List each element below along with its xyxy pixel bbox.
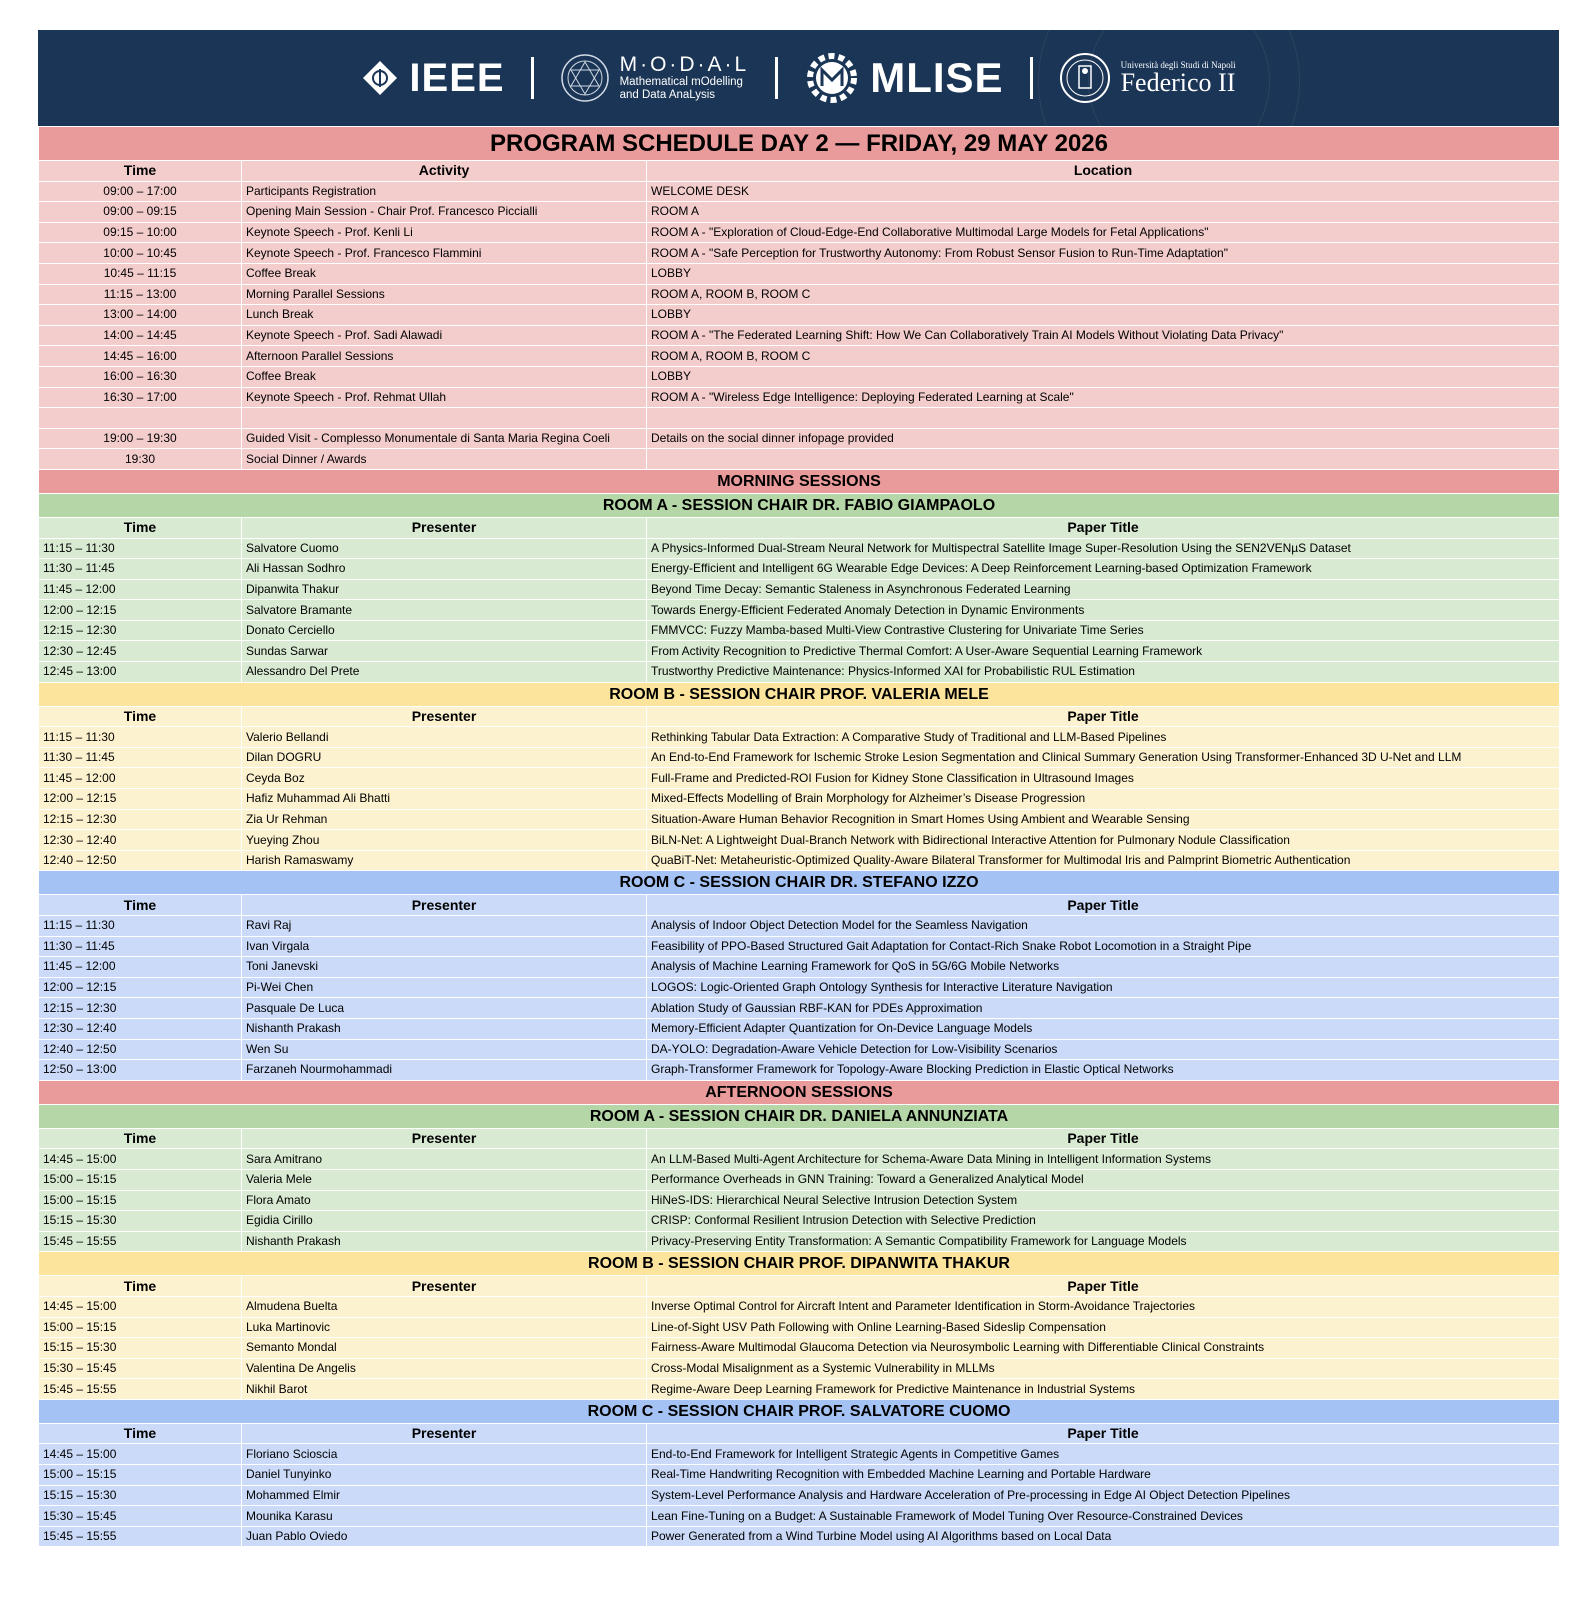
session-presenter: Mohammed Elmir [242,1485,647,1506]
university-name-big: Federico II [1120,68,1236,97]
program-time: 10:45 – 11:15 [39,263,242,284]
session-row [39,727,1560,748]
session-row [39,641,1560,662]
session-row [39,1358,1560,1379]
logo-separator [531,57,534,99]
session-time: 15:00 – 15:15 [39,1465,242,1486]
session-paper-title: CRISP: Conformal Resilient Intrusion Detection with Selective Prediction [647,1211,1560,1232]
col-header-paper-title: Paper Title [647,517,1560,538]
modal-logo [560,53,750,103]
session-row [39,789,1560,810]
program-activity: Participants Registration [242,181,647,202]
session-time: 12:15 – 12:30 [39,809,242,830]
session-time: 11:45 – 12:00 [39,579,242,600]
program-location: LOBBY [647,263,1560,284]
session-paper-title: Rethinking Tabular Data Extraction: A Comparative Study of Traditional and LLM-Based Pipelines [647,727,1560,748]
session-row [39,1018,1560,1039]
program-time: 16:30 – 17:00 [39,387,242,408]
session-row [39,998,1560,1019]
session-time: 12:45 – 13:00 [39,662,242,683]
session-presenter: Wen Su [242,1039,647,1060]
session-presenter: Yueying Zhou [242,830,647,851]
program-activity: Keynote Speech - Prof. Rehmat Ullah [242,387,647,408]
session-presenter: Egidia Cirillo [242,1211,647,1232]
session-paper-title: Beyond Time Decay: Semantic Staleness in Asynchronous Federated Learning [647,579,1560,600]
session-row [39,747,1560,768]
modal-emblem-icon [560,53,610,103]
room-session-title: ROOM B - SESSION CHAIR PROF. VALERIA MELE [39,682,1560,706]
room-session-title: ROOM A - SESSION CHAIR DR. FABIO GIAMPAOLO [39,493,1560,517]
session-paper-title: An End-to-End Framework for Ischemic Stroke Lesion Segmentation and Clinical Summary Generation Using Transformer-Enhanced 3D U-Net and LLM [647,747,1560,768]
period-banner: MORNING SESSIONS [39,469,1560,493]
session-row [39,600,1560,621]
room-title-row [39,682,1560,706]
col-header-presenter: Presenter [242,1276,647,1297]
mlise-wordmark: MLISE [870,54,1004,101]
session-header-row [39,1423,1560,1444]
session-paper-title: DA-YOLO: Degradation-Aware Vehicle Detection for Low-Visibility Scenarios [647,1039,1560,1060]
session-paper-title: BiLN-Net: A Lightweight Dual-Branch Network with Bidirectional Interactive Attention for Pulmonary Nodule Classification [647,830,1560,851]
col-header-activity: Activity [242,161,647,182]
session-paper-title: Power Generated from a Wind Turbine Model using AI Algorithms based on Local Data [647,1526,1560,1547]
session-time: 15:45 – 15:55 [39,1379,242,1400]
session-presenter: Semanto Mondal [242,1338,647,1359]
session-paper-title: End-to-End Framework for Intelligent Strategic Agents in Competitive Games [647,1444,1560,1465]
session-time: 11:15 – 11:30 [39,916,242,937]
program-location: WELCOME DESK [647,181,1560,202]
program-row [39,387,1560,408]
program-activity: Coffee Break [242,263,647,284]
session-paper-title: Analysis of Machine Learning Framework for QoS in 5G/6G Mobile Networks [647,957,1560,978]
room-title-row [39,871,1560,895]
program-row [39,408,1560,429]
session-row [39,559,1560,580]
col-header-time: Time [39,706,242,727]
program-time: 11:15 – 13:00 [39,284,242,305]
session-paper-title: Situation-Aware Human Behavior Recognition in Smart Homes Using Ambient and Wearable Sensing [647,809,1560,830]
col-header-time: Time [39,1276,242,1297]
col-header-presenter: Presenter [242,1128,647,1149]
program-time: 16:00 – 16:30 [39,366,242,387]
session-row [39,1379,1560,1400]
col-header-presenter: Presenter [242,706,647,727]
university-seal-icon [1059,52,1111,104]
session-presenter: Donato Cerciello [242,620,647,641]
program-row [39,346,1560,367]
program-row [39,222,1560,243]
session-row [39,1231,1560,1252]
session-paper-title: System-Level Performance Analysis and Hardware Acceleration of Pre-processing in Edge AI Object Detection Pipelines [647,1485,1560,1506]
session-paper-title: Ablation Study of Gaussian RBF-KAN for PDEs Approximation [647,998,1560,1019]
session-paper-title: FMMVCC: Fuzzy Mamba-based Multi-View Contrastive Clustering for Univariate Time Series [647,620,1560,641]
session-time: 12:40 – 12:50 [39,850,242,871]
col-header-location: Location [647,161,1560,182]
session-time: 12:40 – 12:50 [39,1039,242,1060]
session-header-row [39,706,1560,727]
ieee-wordmark: IEEE [409,55,505,100]
program-row [39,263,1560,284]
session-row [39,1485,1560,1506]
session-row [39,1039,1560,1060]
session-paper-title: QuaBiT-Net: Metaheuristic-Optimized Quality-Aware Bilateral Transformer for Multimodal Iris and Palmprint Biometric Authentication [647,850,1560,871]
session-paper-title: Inverse Optimal Control for Aircraft Intent and Parameter Identification in Storm-Avoidance Trajectories [647,1296,1560,1317]
program-activity: Opening Main Session - Chair Prof. Francesco Piccialli [242,202,647,223]
session-presenter: Valerio Bellandi [242,727,647,748]
session-presenter: Salvatore Cuomo [242,538,647,559]
session-time: 15:45 – 15:55 [39,1231,242,1252]
session-paper-title: Graph-Transformer Framework for Topology-Aware Blocking Prediction in Elastic Optical Networks [647,1060,1560,1081]
session-row [39,662,1560,683]
session-time: 11:45 – 12:00 [39,768,242,789]
program-activity: Social Dinner / Awards [242,449,647,470]
col-header-time: Time [39,1423,242,1444]
session-presenter: Daniel Tunyinko [242,1465,647,1486]
program-title-row [39,127,1560,161]
session-presenter: Sundas Sarwar [242,641,647,662]
session-presenter: Zia Ur Rehman [242,809,647,830]
program-activity: Keynote Speech - Prof. Kenli Li [242,222,647,243]
session-presenter: Alessandro Del Prete [242,662,647,683]
session-paper-title: A Physics-Informed Dual-Stream Neural Network for Multispectral Satellite Image Super-Resolution Using the SEN2VENµS Dataset [647,538,1560,559]
session-row [39,1338,1560,1359]
session-time: 12:15 – 12:30 [39,620,242,641]
session-presenter: Almudena Buelta [242,1296,647,1317]
room-session-title: ROOM C - SESSION CHAIR PROF. SALVATORE CUOMO [39,1399,1560,1423]
session-paper-title: Energy-Efficient and Intelligent 6G Wearable Edge Devices: A Deep Reinforcement Learning-based Optimization Framework [647,559,1560,580]
session-paper-title: Regime-Aware Deep Learning Framework for Predictive Maintenance in Industrial Systems [647,1379,1560,1400]
program-activity: Coffee Break [242,366,647,387]
program-row [39,366,1560,387]
program-time: 09:00 – 09:15 [39,202,242,223]
session-time: 15:00 – 15:15 [39,1317,242,1338]
session-time: 15:00 – 15:15 [39,1169,242,1190]
session-paper-title: An LLM-Based Multi-Agent Architecture for Schema-Aware Data Mining in Intelligent Information Systems [647,1149,1560,1170]
program-time: 09:00 – 17:00 [39,181,242,202]
logo-banner [38,30,1559,126]
session-row [39,1211,1560,1232]
ieee-diamond-icon [361,59,399,97]
room-title-row [39,1399,1560,1423]
program-location: ROOM A - "Exploration of Cloud-Edge-End Collaborative Multimodal Large Models for Fetal Applications" [647,222,1560,243]
col-header-time: Time [39,517,242,538]
session-time: 12:30 – 12:40 [39,830,242,851]
session-presenter: Ali Hassan Sodhro [242,559,647,580]
session-time: 12:15 – 12:30 [39,998,242,1019]
col-header-paper-title: Paper Title [647,895,1560,916]
session-presenter: Ceyda Boz [242,768,647,789]
session-paper-title: HiNeS-IDS: Hierarchical Neural Selective Intrusion Detection System [647,1190,1560,1211]
program-activity: Keynote Speech - Prof. Sadi Alawadi [242,325,647,346]
session-time: 15:30 – 15:45 [39,1358,242,1379]
session-time: 14:45 – 15:00 [39,1444,242,1465]
session-row [39,579,1560,600]
session-paper-title: Mixed-Effects Modelling of Brain Morphology for Alzheimer’s Disease Progression [647,789,1560,810]
session-row [39,768,1560,789]
period-banner-row [39,1080,1560,1104]
session-time: 15:15 – 15:30 [39,1485,242,1506]
session-paper-title: Lean Fine-Tuning on a Budget: A Sustainable Framework of Model Tuning Over Resource-Constrained Devices [647,1506,1560,1527]
session-row [39,1465,1560,1486]
session-header-row [39,895,1560,916]
session-paper-title: Fairness-Aware Multimodal Glaucoma Detection via Neurosymbolic Learning with Differentiable Clinical Constraints [647,1338,1560,1359]
session-header-row [39,1276,1560,1297]
col-header-paper-title: Paper Title [647,1423,1560,1444]
session-row [39,809,1560,830]
program-location: ROOM A - "Safe Perception for Trustworthy Autonomy: From Robust Sensor Fusion to Run-Time Adaptation" [647,243,1560,264]
program-row [39,325,1560,346]
session-time: 11:30 – 11:45 [39,747,242,768]
program-time: 14:45 – 16:00 [39,346,242,367]
program-location: ROOM A - "Wireless Edge Intelligence: Deploying Federated Learning at Scale" [647,387,1560,408]
room-session-title: ROOM A - SESSION CHAIR DR. DANIELA ANNUNZIATA [39,1104,1560,1128]
session-presenter: Dipanwita Thakur [242,579,647,600]
program-row [39,202,1560,223]
room-title-row [39,493,1560,517]
session-time: 12:50 – 13:00 [39,1060,242,1081]
session-paper-title: Feasibility of PPO-Based Structured Gait Adaptation for Contact-Rich Snake Robot Locomotion in a Straight Pipe [647,936,1560,957]
session-presenter: Hafiz Muhammad Ali Bhatti [242,789,647,810]
program-row [39,181,1560,202]
session-row [39,1444,1560,1465]
program-location [647,408,1560,429]
session-row [39,620,1560,641]
program-activity [242,408,647,429]
session-row [39,538,1560,559]
session-paper-title: Cross-Modal Misalignment as a Systemic Vulnerability in MLLMs [647,1358,1560,1379]
session-presenter: Flora Amato [242,1190,647,1211]
session-row [39,1190,1560,1211]
session-paper-title: Real-Time Handwriting Recognition with Embedded Machine Learning and Portable Hardware [647,1465,1560,1486]
program-time: 09:15 – 10:00 [39,222,242,243]
session-time: 12:00 – 12:15 [39,600,242,621]
session-presenter: Pasquale De Luca [242,998,647,1019]
logo-separator [1030,57,1033,99]
session-row [39,830,1560,851]
session-paper-title: Performance Overheads in GNN Training: Toward a Generalized Analytical Model [647,1169,1560,1190]
logo-separator [775,57,778,99]
col-header-paper-title: Paper Title [647,1276,1560,1297]
session-paper-title: Memory-Efficient Adapter Quantization for On-Device Language Models [647,1018,1560,1039]
col-header-paper-title: Paper Title [647,706,1560,727]
session-paper-title: Full-Frame and Predicted-ROI Fusion for Kidney Stone Classification in Ultrasound Images [647,768,1560,789]
session-time: 12:00 – 12:15 [39,977,242,998]
program-activity: Lunch Break [242,305,647,326]
session-time: 11:15 – 11:30 [39,727,242,748]
session-time: 11:45 – 12:00 [39,957,242,978]
session-time: 11:30 – 11:45 [39,559,242,580]
session-time: 11:15 – 11:30 [39,538,242,559]
room-title-row [39,1104,1560,1128]
session-row [39,1149,1560,1170]
session-presenter: Ravi Raj [242,916,647,937]
session-time: 11:30 – 11:45 [39,936,242,957]
session-time: 12:00 – 12:15 [39,789,242,810]
session-time: 15:15 – 15:30 [39,1211,242,1232]
program-location [647,449,1560,470]
period-banner: AFTERNOON SESSIONS [39,1080,1560,1104]
session-paper-title: LOGOS: Logic-Oriented Graph Ontology Synthesis for Interactive Literature Navigation [647,977,1560,998]
col-header-presenter: Presenter [242,1423,647,1444]
session-presenter: Valentina De Angelis [242,1358,647,1379]
room-title-row [39,1252,1560,1276]
program-row [39,305,1560,326]
session-time: 15:15 – 15:30 [39,1338,242,1359]
modal-wordmark: M·O·D·A·L [619,53,750,76]
session-presenter: Floriano Scioscia [242,1444,647,1465]
session-presenter: Valeria Mele [242,1169,647,1190]
program-time: 19:30 [39,449,242,470]
program-header-row [39,161,1560,182]
session-presenter: Nikhil Barot [242,1379,647,1400]
session-paper-title: Towards Energy-Efficient Federated Anomaly Detection in Dynamic Environments [647,600,1560,621]
modal-subtitle-1: Mathematical mOdelling [619,76,743,88]
session-row [39,936,1560,957]
mlise-logo [804,50,1003,106]
program-activity: Keynote Speech - Prof. Francesco Flammini [242,243,647,264]
ieee-logo [361,56,504,101]
session-paper-title: Analysis of Indoor Object Detection Model for the Seamless Navigation [647,916,1560,937]
session-row [39,977,1560,998]
program-row [39,284,1560,305]
program-time: 19:00 – 19:30 [39,428,242,449]
program-time [39,408,242,429]
program-time: 14:00 – 14:45 [39,325,242,346]
session-presenter: Toni Janevski [242,957,647,978]
program-location: ROOM A [647,202,1560,223]
session-header-row [39,1128,1560,1149]
program-location: LOBBY [647,305,1560,326]
session-row [39,1506,1560,1527]
session-presenter: Harish Ramaswamy [242,850,647,871]
session-time: 14:45 – 15:00 [39,1149,242,1170]
modal-subtitle-2: and Data AnaLysis [619,89,716,101]
session-time: 15:00 – 15:15 [39,1190,242,1211]
session-presenter: Nishanth Prakash [242,1231,647,1252]
session-paper-title: Trustworthy Predictive Maintenance: Physics-Informed XAI for Probabilistic RUL Estimation [647,662,1560,683]
session-time: 15:45 – 15:55 [39,1526,242,1547]
room-session-title: ROOM B - SESSION CHAIR PROF. DIPANWITA THAKUR [39,1252,1560,1276]
program-row [39,449,1560,470]
session-time: 14:45 – 15:00 [39,1296,242,1317]
col-header-paper-title: Paper Title [647,1128,1560,1149]
program-location: ROOM A, ROOM B, ROOM C [647,284,1560,305]
col-header-time: Time [39,895,242,916]
session-header-row [39,517,1560,538]
mlise-gear-icon [804,50,860,106]
session-row [39,1296,1560,1317]
session-paper-title: Line-of-Sight USV Path Following with Online Learning-Based Sideslip Compensation [647,1317,1560,1338]
program-activity: Guided Visit - Complesso Monumentale di Santa Maria Regina Coeli [242,428,647,449]
col-header-presenter: Presenter [242,517,647,538]
session-row [39,1060,1560,1081]
session-presenter: Juan Pablo Oviedo [242,1526,647,1547]
program-time: 10:00 – 10:45 [39,243,242,264]
session-time: 15:30 – 15:45 [39,1506,242,1527]
federico-logo [1059,52,1236,104]
col-header-time: Time [39,161,242,182]
session-paper-title: Privacy-Preserving Entity Transformation: A Semantic Compatibility Framework for Language Models [647,1231,1560,1252]
session-presenter: Mounika Karasu [242,1506,647,1527]
program-location: ROOM A - "The Federated Learning Shift: How We Can Collaboratively Train AI Models Without Violating Data Privacy" [647,325,1560,346]
session-row [39,957,1560,978]
session-presenter: Dilan DOGRU [242,747,647,768]
session-presenter: Luka Martinovic [242,1317,647,1338]
program-title: PROGRAM SCHEDULE DAY 2 — FRIDAY, 29 MAY 2026 [39,127,1560,161]
session-presenter: Salvatore Bramante [242,600,647,621]
session-presenter: Ivan Virgala [242,936,647,957]
session-presenter: Pi-Wei Chen [242,977,647,998]
col-header-time: Time [39,1128,242,1149]
session-paper-title: From Activity Recognition to Predictive Thermal Comfort: A User-Aware Sequential Learning Framework [647,641,1560,662]
session-presenter: Farzaneh Nourmohammadi [242,1060,647,1081]
program-row [39,243,1560,264]
session-row [39,850,1560,871]
session-row [39,916,1560,937]
program-time: 13:00 – 14:00 [39,305,242,326]
session-time: 12:30 – 12:40 [39,1018,242,1039]
session-row [39,1317,1560,1338]
program-location: Details on the social dinner infopage provided [647,428,1560,449]
room-session-title: ROOM C - SESSION CHAIR DR. STEFANO IZZO [39,871,1560,895]
program-activity: Morning Parallel Sessions [242,284,647,305]
university-name-small: Università degli Studi di Napoli [1120,60,1236,70]
program-location: ROOM A, ROOM B, ROOM C [647,346,1560,367]
session-presenter: Sara Amitrano [242,1149,647,1170]
program-location: LOBBY [647,366,1560,387]
col-header-presenter: Presenter [242,895,647,916]
session-presenter: Nishanth Prakash [242,1018,647,1039]
period-banner-row [39,469,1560,493]
program-row [39,428,1560,449]
session-row [39,1169,1560,1190]
session-row [39,1526,1560,1547]
schedule-table [38,126,1560,1547]
session-time: 12:30 – 12:45 [39,641,242,662]
program-activity: Afternoon Parallel Sessions [242,346,647,367]
